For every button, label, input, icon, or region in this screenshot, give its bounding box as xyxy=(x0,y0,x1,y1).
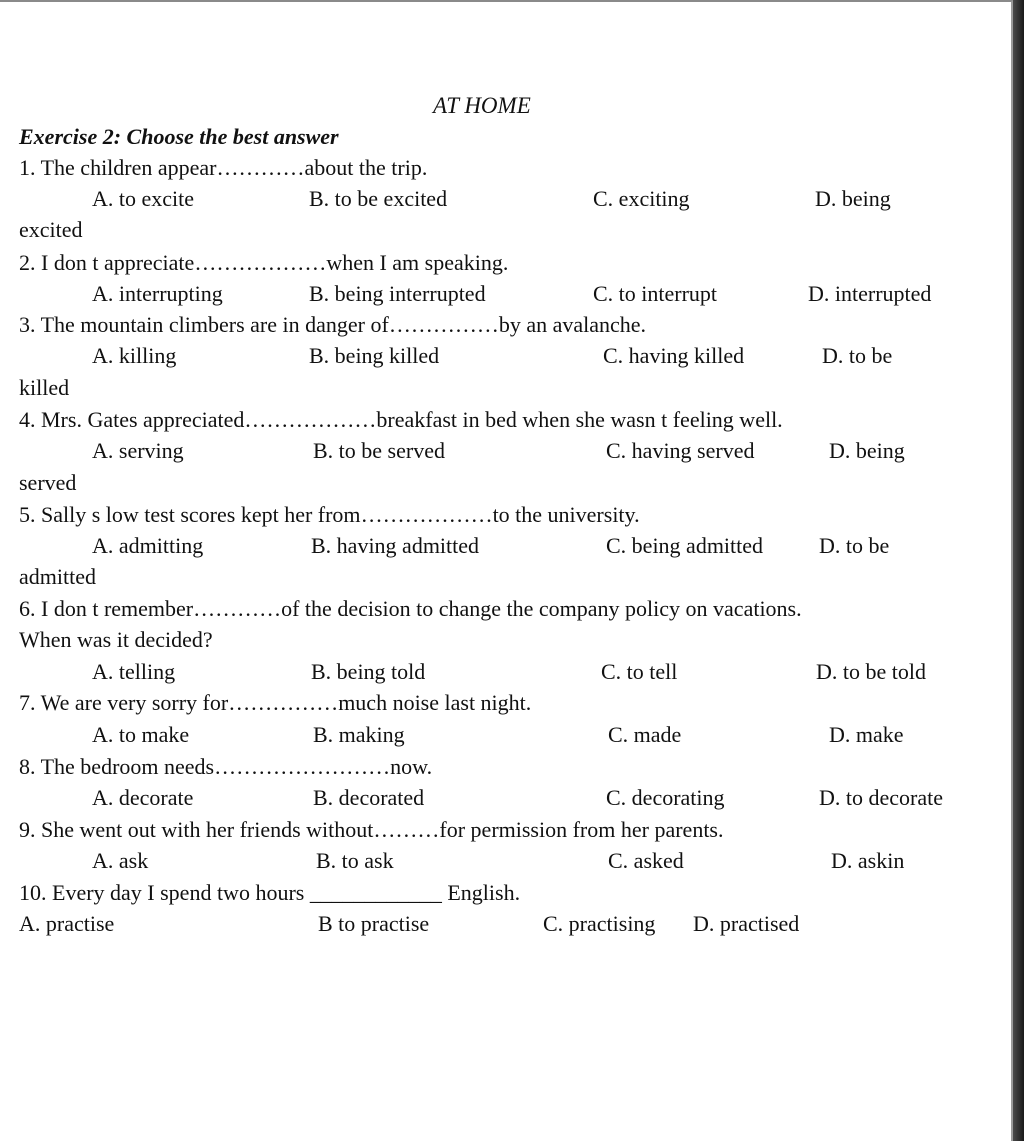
option-d: D. interrupted xyxy=(808,281,932,306)
answer-blank: ……………… xyxy=(194,250,327,275)
option-c: C. to tell xyxy=(601,659,678,684)
option-d: D. to decorate xyxy=(819,785,943,810)
option-b: B. making xyxy=(313,722,405,747)
question-4-stem: 4. Mrs. Gates appreciated………………breakfast in bed when she wasn t feeling well. xyxy=(19,407,783,432)
question-10-stem: 10. Every day I spend two hours ____________ English. xyxy=(19,880,521,905)
question-2-stem: 2. I don t appreciate………………when I am speaking. xyxy=(19,250,509,275)
option-d: D. being xyxy=(815,186,891,211)
option-a: A. to excite xyxy=(92,186,195,211)
option-a: A. to make xyxy=(92,722,190,747)
option-d: D. askin xyxy=(831,848,905,873)
question-6-stem: 6. I don t remember…………of the decision to change the company policy on vacations. xyxy=(19,596,802,621)
question-7-stem: 7. We are very sorry for……………much noise last night. xyxy=(19,690,532,715)
option-b: B. to ask xyxy=(316,848,394,873)
option-c: C. made xyxy=(608,722,682,747)
option-a: A. interrupting xyxy=(92,281,223,306)
option-b: B. to be served xyxy=(313,438,445,463)
option-d: D. practised xyxy=(693,911,800,936)
option-a: A. killing xyxy=(92,343,177,368)
answer-blank: ……… xyxy=(373,817,440,842)
question-6-continuation: When was it decided? xyxy=(19,627,213,652)
page-edge-shadow xyxy=(1013,0,1024,1141)
answer-blank: ……………… xyxy=(244,407,377,432)
option-a: A. serving xyxy=(92,438,184,463)
document-title: AT HOME xyxy=(433,93,531,118)
option-b: B. being interrupted xyxy=(309,281,486,306)
answer-blank: …………… xyxy=(228,690,339,715)
exercise-heading: Exercise 2: Choose the best answer xyxy=(19,124,339,149)
option-c: C. practising xyxy=(543,911,656,936)
option-b: B. being killed xyxy=(309,343,440,368)
option-b: B. being told xyxy=(311,659,426,684)
option-b: B. having admitted xyxy=(311,533,480,558)
question-8-stem: 8. The bedroom needs……………………now. xyxy=(19,754,433,779)
question-9-stem: 9. She went out with her friends without………for permission from her parents. xyxy=(19,817,724,842)
option-a: A. decorate xyxy=(92,785,194,810)
option-d: D. to be xyxy=(822,343,893,368)
option-c: C. to interrupt xyxy=(593,281,718,306)
option-a: A. practise xyxy=(19,911,115,936)
question-1-stem: 1. The children appear…………about the trip. xyxy=(19,155,428,180)
option-b: B to practise xyxy=(318,911,430,936)
option-d: D. to be xyxy=(819,533,890,558)
option-d-wrap: killed xyxy=(19,375,70,400)
option-d: D. being xyxy=(829,438,905,463)
option-c: C. having killed xyxy=(603,343,745,368)
answer-blank: …………… xyxy=(388,312,499,337)
answer-blank: ____________ xyxy=(309,880,442,905)
answer-blank: …………………… xyxy=(214,754,391,779)
question-3-stem: 3. The mountain climbers are in danger of……………by an avalanche. xyxy=(19,312,647,337)
option-c: C. being admitted xyxy=(606,533,764,558)
option-c: C. having served xyxy=(606,438,755,463)
option-c: C. asked xyxy=(608,848,684,873)
option-c: C. decorating xyxy=(606,785,725,810)
option-a: A. telling xyxy=(92,659,176,684)
question-5-stem: 5. Sally s low test scores kept her from………………to the university. xyxy=(19,502,640,527)
answer-blank: ……………… xyxy=(360,502,493,527)
answer-blank: ………… xyxy=(193,596,282,621)
answer-blank: ………… xyxy=(216,155,305,180)
option-d: D. make xyxy=(829,722,904,747)
option-d: D. to be told xyxy=(816,659,926,684)
option-d-wrap: admitted xyxy=(19,564,96,589)
option-b: B. to be excited xyxy=(309,186,448,211)
option-d-wrap: excited xyxy=(19,217,83,242)
option-c: C. exciting xyxy=(593,186,690,211)
option-a: A. admitting xyxy=(92,533,204,558)
option-a: A. ask xyxy=(92,848,149,873)
option-d-wrap: served xyxy=(19,470,77,495)
option-b: B. decorated xyxy=(313,785,425,810)
